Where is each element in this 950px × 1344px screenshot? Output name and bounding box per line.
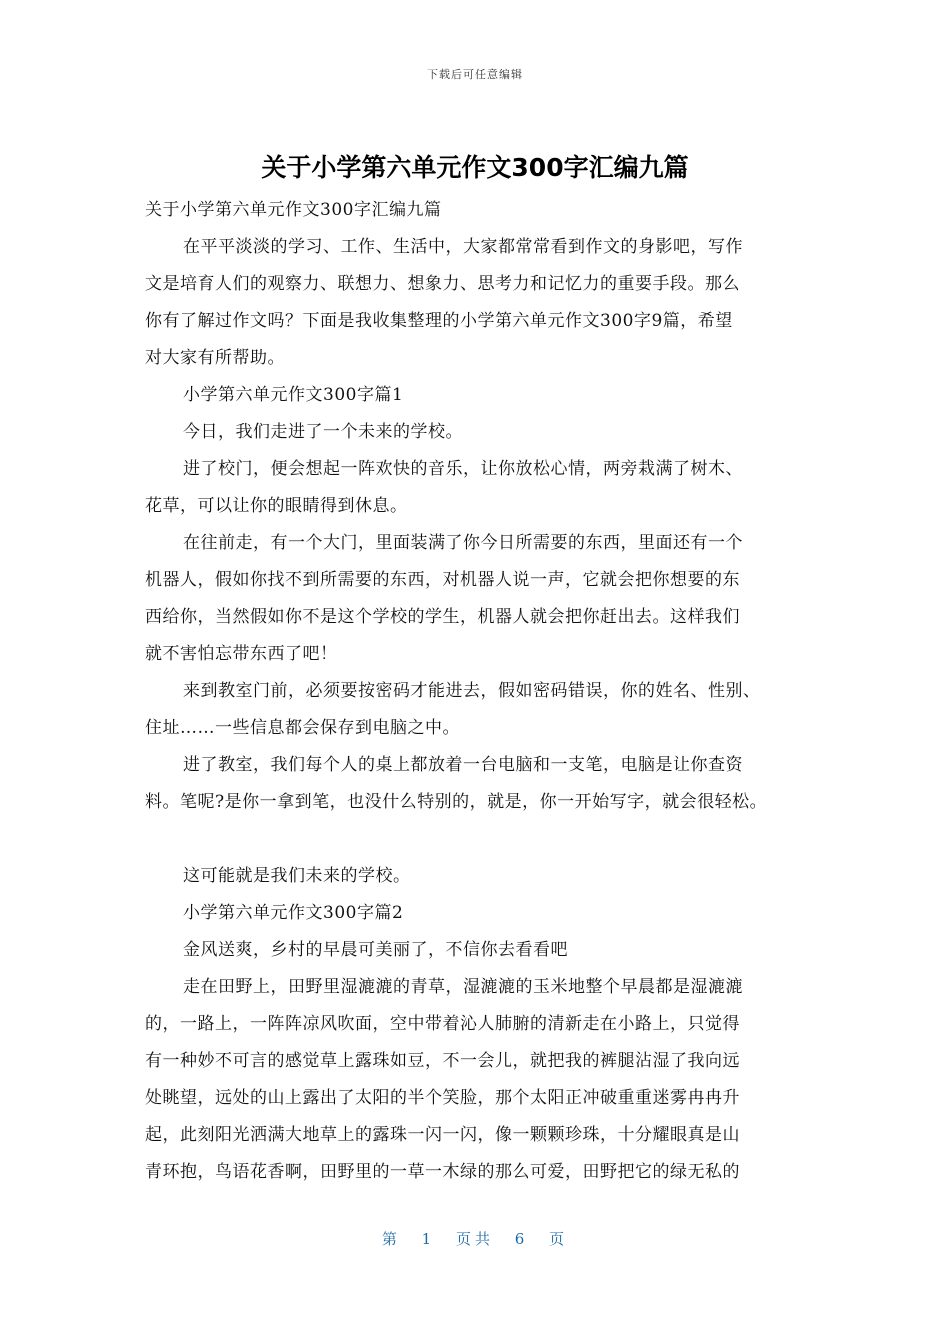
text-line: 在平平淡淡的学习、工作、生活中，大家都常常看到作文的身影吧，写作 (183, 237, 743, 257)
text-line: 小学第六单元作文300字篇2 (183, 903, 404, 923)
text-line: 进了校门，便会想起一阵欢快的音乐，让你放松心情，两旁栽满了树木、 (183, 459, 743, 479)
text-line: 机器人，假如你找不到所需要的东西，对机器人说一声，它就会把你想要的东 (145, 570, 740, 590)
text-line: 进了教室，我们每个人的桌上都放着一台电脑和一支笔，电脑是让你查资 (183, 755, 743, 775)
text-line: 料。笔呢?是你一拿到笔，也没什么特别的，就是，你一开始写字，就会很轻松。 (145, 792, 768, 812)
text-line: 金风送爽，乡村的早晨可美丽了，不信你去看看吧 (183, 940, 568, 960)
text-line: 西给你，当然假如你不是这个学校的学生，机器人就会把你赶出去。这样我们 (145, 607, 740, 627)
page-footer (0, 1228, 950, 1249)
text-line: 对大家有所帮助。 (145, 348, 285, 368)
text-line: 有一种妙不可言的感觉草上露珠如豆，不一会儿，就把我的裤腿沾湿了我向远 (145, 1051, 740, 1071)
footer-current-page: 1 (421, 1230, 436, 1248)
document-title: 关于小学第六单元作文300字汇编九篇 (261, 153, 689, 182)
text-line: 关于小学第六单元作文300字汇编九篇 (145, 200, 442, 220)
blank-line (145, 821, 825, 858)
text-line: 你有了解过作文吗？下面是我收集整理的小学第六单元作文300字9篇，希望 (145, 311, 733, 331)
document-body (145, 192, 825, 1191)
footer-label-page: 第 (381, 1230, 401, 1248)
header-note: 下载后可任意编辑 (427, 68, 523, 81)
text-line: 在往前走，有一个大门，里面装满了你今日所需要的东西，里面还有一个 (183, 533, 743, 553)
text-line: 就不害怕忘带东西了吧！ (145, 644, 338, 664)
text-line: 处眺望，远处的山上露出了太阳的半个笑脸，那个太阳正冲破重重迷雾冉冉升 (145, 1088, 740, 1108)
text-line: 来到教室门前，必须要按密码才能进去，假如密码错误，你的姓名、性别、 (183, 681, 761, 701)
footer-label-of: 页共 (455, 1230, 494, 1248)
text-line: 住址……一些信息都会保存到电脑之中。 (145, 718, 460, 738)
footer-total-pages: 6 (514, 1230, 529, 1248)
text-line: 走在田野上，田野里湿漉漉的青草，湿漉漉的玉米地整个早晨都是湿漉漉 (183, 977, 743, 997)
text-line: 花草，可以让你的眼睛得到休息。 (145, 496, 408, 516)
footer-label-end: 页 (549, 1230, 569, 1248)
text-line: 的，一路上，一阵阵凉风吹面，空中带着沁人肺腑的清新走在小路上，只觉得 (145, 1014, 740, 1034)
text-line: 这可能就是我们未来的学校。 (183, 866, 411, 886)
text-line: 文是培育人们的观察力、联想力、想象力、思考力和记忆力的重要手段。那么 (145, 274, 740, 294)
text-line: 青环抱，鸟语花香啊，田野里的一草一木绿的那么可爱，田野把它的绿无私的 (145, 1162, 740, 1182)
text-line: 小学第六单元作文300字篇1 (183, 385, 404, 405)
text-line: 起，此刻阳光洒满大地草上的露珠一闪一闪，像一颗颗珍珠，十分耀眼真是山 (145, 1125, 740, 1145)
text-line: 今日，我们走进了一个未来的学校。 (183, 422, 463, 442)
